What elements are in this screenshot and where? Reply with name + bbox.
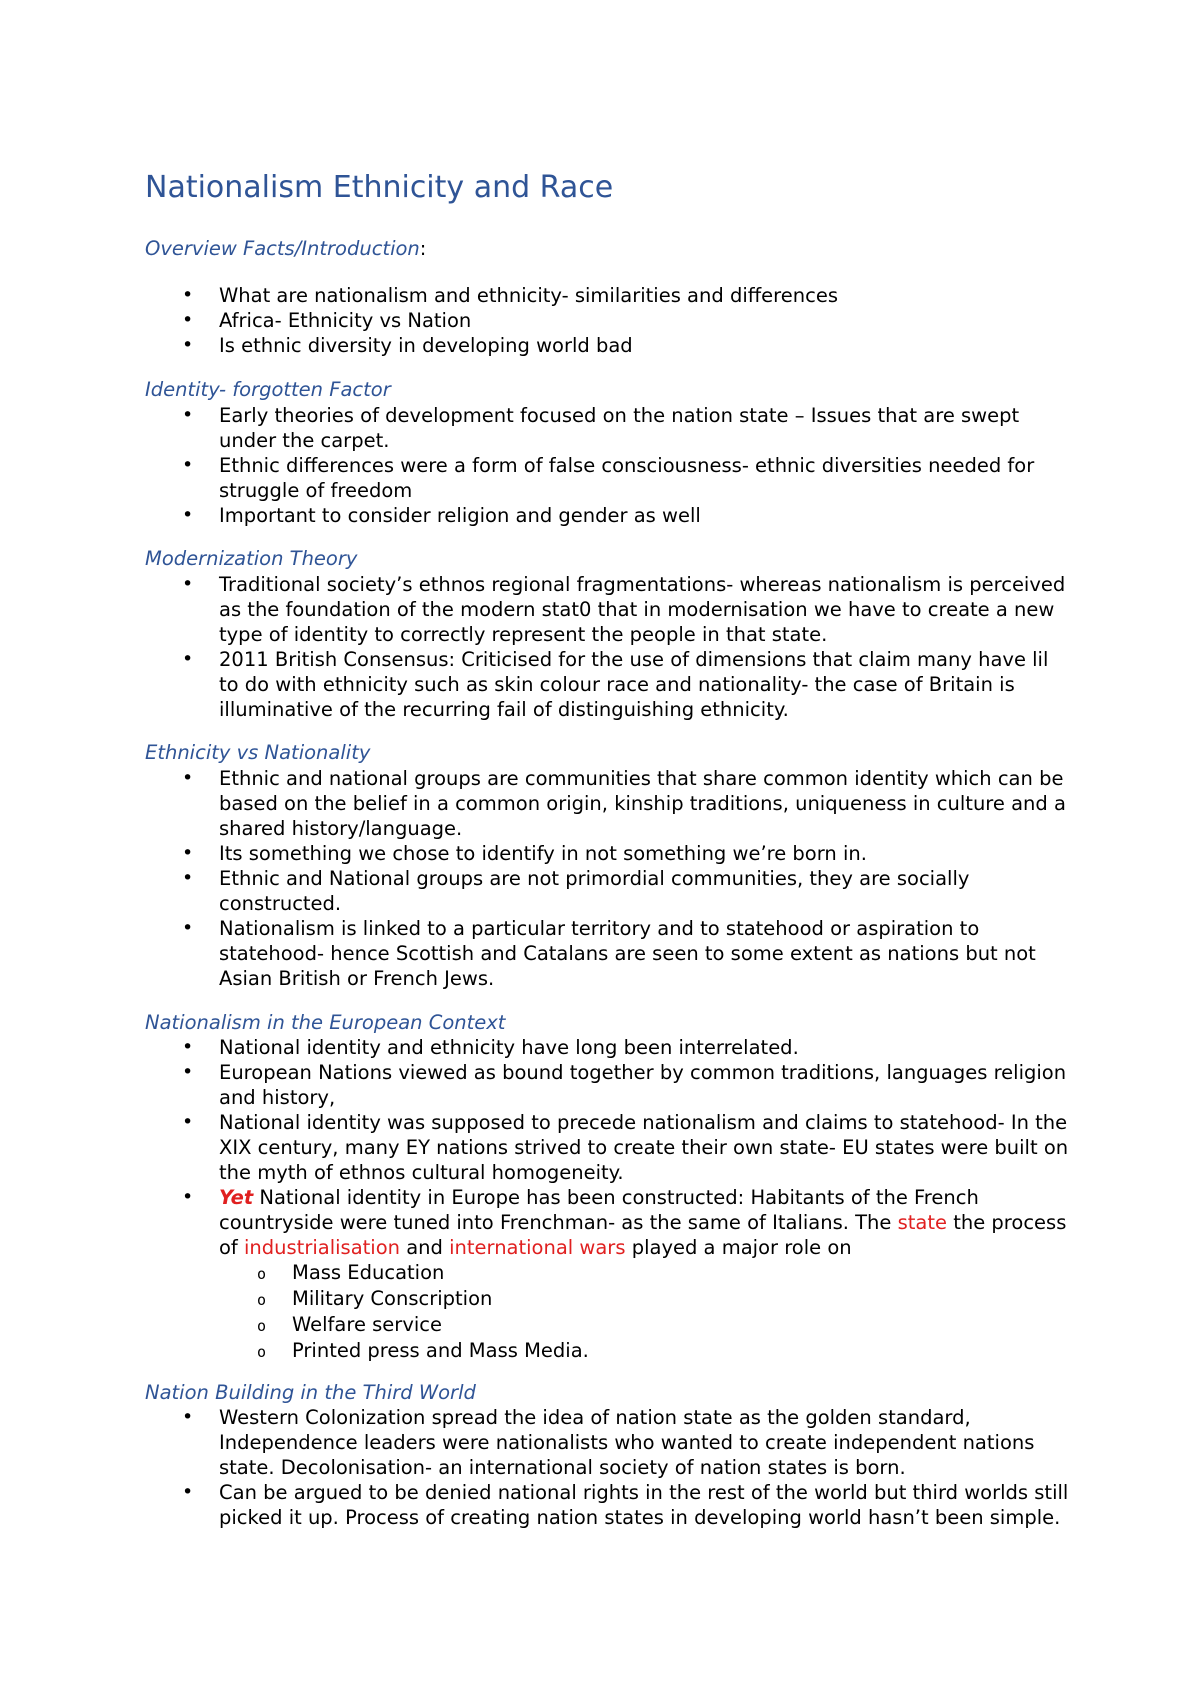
list-item: • Ethnic differences were a form of false consciousness- ethnic diversities needed for struggle of freedom (0, 453, 1069, 503)
list-item-highlighted (0, 1185, 1069, 1364)
list-item: • Traditional society’s ethnos regional fragmentations- whereas nationalism is perceived as the foundation of the modern stat0 that in modernisation we have to create a new type of identity to correctly represent the people in that state. (0, 572, 1069, 647)
list-item: • National identity and ethnicity have long been interrelated. (0, 1035, 1069, 1060)
rich-text-part: played a major role on (625, 1236, 852, 1259)
list-item: • Ethnic and National groups are not primordial communities, they are socially constructed. (0, 866, 1069, 916)
list-item: • Nationalism is linked to a particular territory and to statehood or aspiration to statehood- hence Scottish and Catalans are seen to some extent as nations but not Asian British or French Jews. (0, 916, 1069, 991)
list-item: • Africa- Ethnicity vs Nation (0, 308, 1069, 333)
list-item: • What are nationalism and ethnicity- similarities and differences (0, 283, 1069, 308)
section-heading-modernization: Modernization Theory (145, 547, 358, 570)
section-heading-overview-text: Overview Facts/Introduction (145, 237, 420, 260)
sub-bullet-list (219, 1260, 1069, 1364)
section-heading-third-world: Nation Building in the Third World (145, 1381, 476, 1404)
list-item: • Its something we chose to identify in not something we’re born in. (0, 841, 1069, 866)
rich-text-part: the process of (219, 1211, 1067, 1259)
section-heading-colon: : (419, 237, 427, 260)
document-title: Nationalism Ethnicity and Race (145, 170, 614, 205)
list-item: • Is ethnic diversity in developing world bad (0, 333, 1069, 358)
sub-list-item: o Military Conscription (219, 1286, 1069, 1312)
list-item: • European Nations viewed as bound together by common traditions, languages religion and history, (0, 1060, 1069, 1110)
bullet-list-european-context (0, 1035, 1200, 1364)
rich-text-part: and (400, 1236, 450, 1259)
list-item: • Early theories of development focused on the nation state – Issues that are swept under the carpet. (0, 403, 1069, 453)
section-heading-ethnicity-vs-nationality: Ethnicity vs Nationality (145, 741, 371, 764)
list-item: • National identity was supposed to precede nationalism and claims to statehood- In the XIX century, many EY nations strived to create their own state- EU states were built on the myth of ethnos cultural homogeneity. (0, 1110, 1069, 1185)
list-item: • Can be argued to be denied national rights in the rest of the world but third worlds still picked it up. Process of creating nation states in developing world hasn’t been simple. (0, 1480, 1069, 1530)
yet-emphasis: Yet (219, 1186, 254, 1209)
bullet-list-identity (0, 403, 1200, 528)
rich-text-part: National identity in Europe has been constructed: Habitants of the French countryside were tuned into Frenchman- as the same of Italians. The (219, 1186, 979, 1234)
list-item: • Important to consider religion and gender as well (0, 503, 1069, 528)
highlight-international-wars: international wars (449, 1236, 626, 1259)
bullet-list-third-world (0, 1405, 1200, 1530)
bullet-list-ethnicity-vs-nationality (0, 766, 1200, 991)
section-heading-overview (145, 236, 426, 261)
section-heading-identity: Identity- forgotten Factor (145, 378, 391, 401)
bullet-list-overview (0, 283, 1200, 358)
section-heading-european-context: Nationalism in the European Context (145, 1011, 506, 1034)
list-item: • Ethnic and national groups are communities that share common identity which can be based on the belief in a common origin, kinship traditions, uniqueness in culture and a shared history/language. (0, 766, 1069, 841)
list-item: • Western Colonization spread the idea of nation state as the golden standard, Independence leaders were nationalists who wanted to create independent nations state. Decolonisation- an international society of nation states is born. (0, 1405, 1069, 1480)
list-item: • 2011 British Consensus: Criticised for the use of dimensions that claim many have lil to do with ethnicity such as skin colour race and nationality- the case of Britain is illuminative of the recurring fail of distinguishing ethnicity. (0, 647, 1069, 722)
highlight-industrialisation: industrialisation (244, 1236, 400, 1259)
bullet-list-modernization (0, 572, 1200, 722)
sub-list-item: o Welfare service (219, 1312, 1069, 1338)
highlight-state: state (897, 1211, 948, 1234)
sub-list-item: o Printed press and Mass Media. (219, 1338, 1069, 1364)
sub-list-item: o Mass Education (219, 1260, 1069, 1286)
